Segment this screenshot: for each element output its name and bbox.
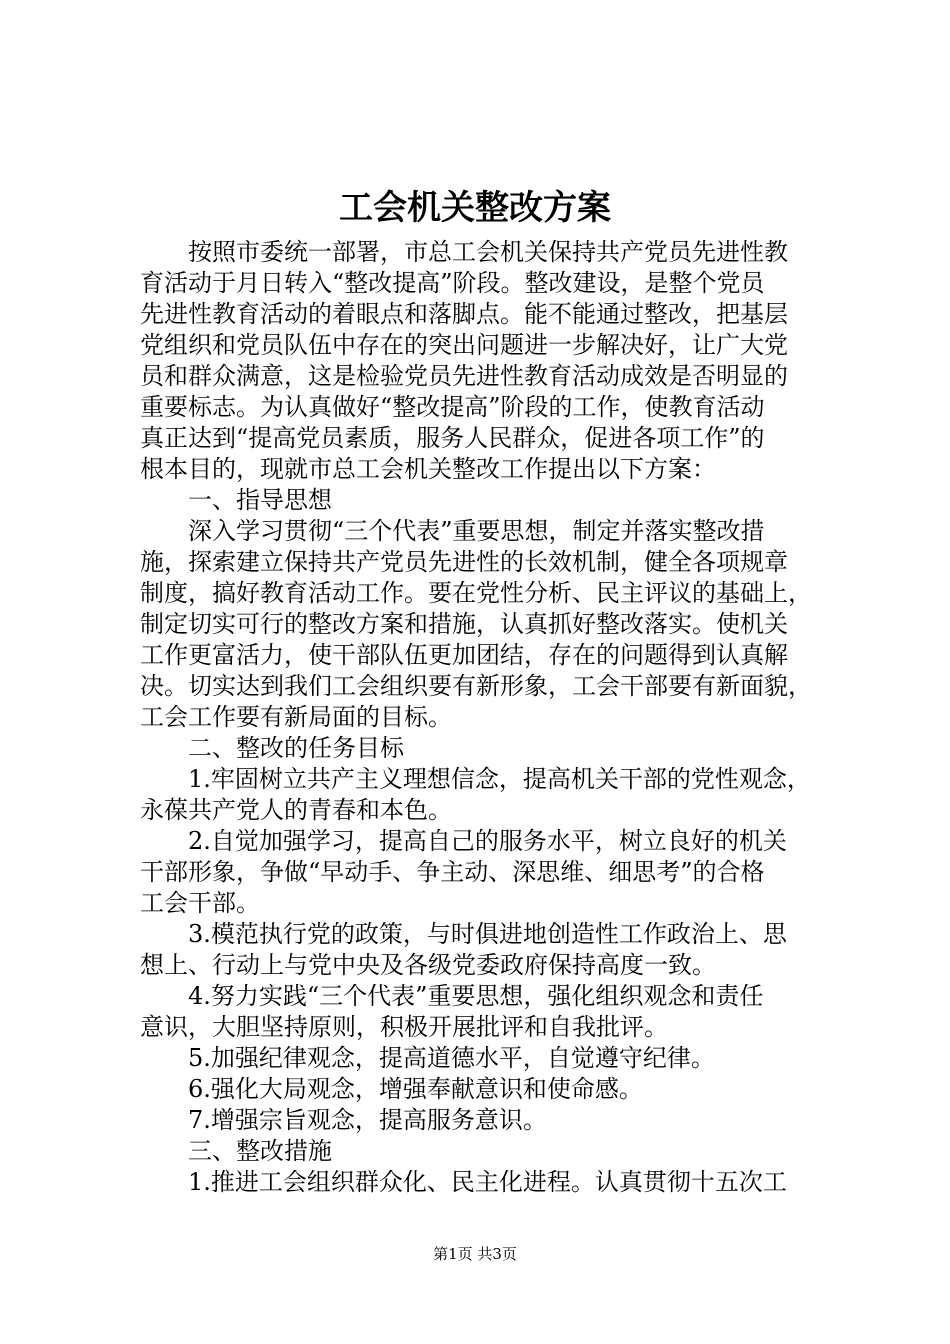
body-line: 意识，大胆坚持原则，积极开展批评和自我批评。 <box>140 1013 668 1041</box>
body-line: 工作更富活力，使干部队伍更加团结，存在的问题得到认真解 <box>140 641 788 669</box>
body-line: 7.增强宗旨观念，提高服务意识。 <box>140 1106 547 1134</box>
body-line: 3.模范执行党的政策，与时俱进地创造性工作政治上、思 <box>140 920 787 948</box>
body-line: 工会工作要有新局面的目标。 <box>140 703 452 731</box>
section-heading: 三、整改措施 <box>140 1137 332 1165</box>
body-line: 育活动于月日转入“整改提高”阶段。整改建设，是整个党员 <box>140 269 765 297</box>
body-line: 干部形象，争做“早动手、争主动、深思维、细思考”的合格 <box>140 858 765 886</box>
body-line: 工会干部。 <box>140 889 260 917</box>
body-line: 施，探索建立保持共产党员先进性的长效机制，健全各项规章 <box>140 548 788 576</box>
body-line: 先进性教育活动的着眼点和落脚点。能不能通过整改，把基层 <box>140 300 788 328</box>
body-line: 2.自觉加强学习，提高自己的服务水平，树立良好的机关 <box>140 827 787 855</box>
body-line: 制定切实可行的整改方案和措施，认真抓好整改落实。使机关 <box>140 610 788 638</box>
body-line: 决。切实达到我们工会组织要有新形象，工会干部要有新面貌， <box>140 672 812 700</box>
body-line: 真正达到“提高党员素质，服务人民群众，促进各项工作”的 <box>140 424 765 452</box>
body-line: 按照市委统一部署，市总工会机关保持共产党员先进性教 <box>140 238 788 266</box>
body-line: 想上、行动上与党中央及各级党委政府保持高度一致。 <box>140 951 716 979</box>
body-line: 党组织和党员队伍中存在的突出问题进一步解决好，让广大党 <box>140 331 788 359</box>
body-line: 制度，搞好教育活动工作。要在党性分析、民主评议的基础上， <box>140 579 812 607</box>
body-line: 1.推进工会组织群众化、民主化进程。认真贯彻十五次工 <box>140 1168 787 1196</box>
body-line: 永葆共产党人的青春和本色。 <box>140 796 452 824</box>
section-heading: 二、整改的任务目标 <box>140 734 404 762</box>
page-footer: 第1页 共3页 <box>433 1245 517 1263</box>
body-line: 5.加强纪律观念，提高道德水平，自觉遵守纪律。 <box>140 1044 715 1072</box>
body-line: 员和群众满意，这是检验党员先进性教育活动成效是否明显的 <box>140 362 788 390</box>
document-title: 工会机关整改方案 <box>339 188 611 228</box>
body-line: 4.努力实践“三个代表”重要思想，强化组织观念和责任 <box>140 982 764 1010</box>
body-line: 重要标志。为认真做好“整改提高”阶段的工作，使教育活动 <box>140 393 765 421</box>
body-line: 深入学习贯彻“三个代表”重要思想，制定并落实整改措 <box>140 517 765 545</box>
body-line: 6.强化大局观念，增强奉献意识和使命感。 <box>140 1075 643 1103</box>
section-heading: 一、指导思想 <box>140 486 332 514</box>
body-line: 根本目的，现就市总工会机关整改工作提出以下方案： <box>140 455 716 483</box>
body-line: 1.牢固树立共产主义理想信念，提高机关干部的党性观念， <box>140 765 811 793</box>
